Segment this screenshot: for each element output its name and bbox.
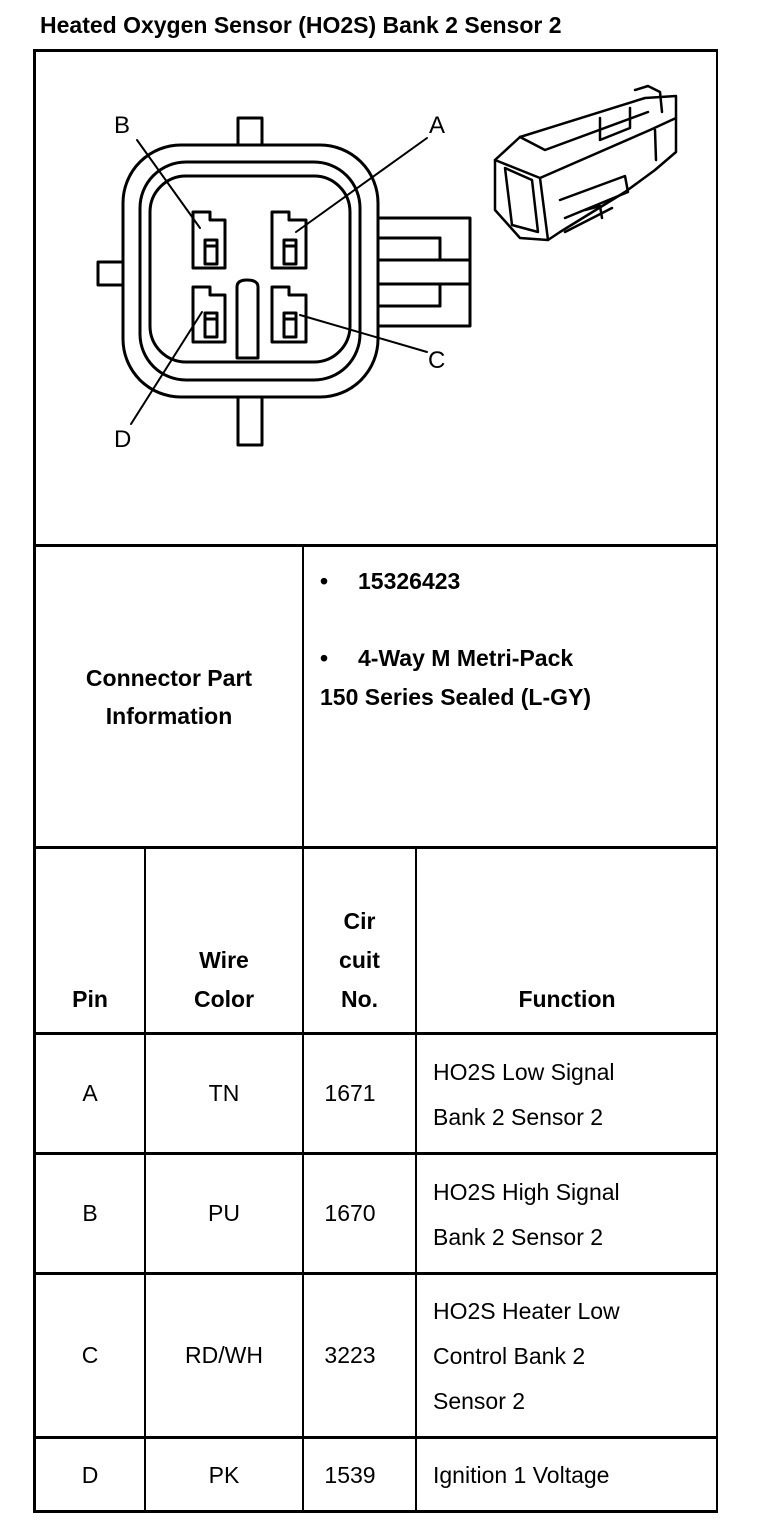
row-b-function bbox=[433, 1170, 620, 1260]
description-item bbox=[320, 639, 591, 717]
pin-label-b: B bbox=[114, 112, 131, 139]
header-circuit-line3: No. bbox=[340, 986, 379, 1012]
page-title: Heated Oxygen Sensor (HO2S) Bank 2 Sensor 2 bbox=[40, 12, 562, 38]
row-a-function-line2: Bank 2 Sensor 2 bbox=[433, 1104, 604, 1130]
row-b-function-line2: Bank 2 Sensor 2 bbox=[433, 1224, 604, 1250]
row-b-pin: B bbox=[82, 1200, 98, 1226]
row-d-function bbox=[433, 1453, 609, 1498]
row-a-wire-color: TN bbox=[208, 1080, 240, 1106]
row-c-wire-color: RD/WH bbox=[185, 1342, 263, 1368]
connector-info-label-line1: Connector Part bbox=[85, 665, 253, 691]
row-a-circuit: 1671 bbox=[324, 1080, 376, 1106]
row-d-wire-color: PK bbox=[208, 1462, 240, 1488]
pin-label-a: A bbox=[429, 112, 446, 139]
divider-diagram bbox=[33, 544, 718, 547]
header-wire-color-line2: Color bbox=[193, 986, 255, 1012]
connector-3d-illustration bbox=[495, 86, 676, 240]
row-c-function bbox=[433, 1289, 620, 1424]
part-number: 15326423 bbox=[358, 568, 461, 594]
description-line1: 4-Way M Metri-Pack bbox=[358, 645, 574, 671]
header-circuit bbox=[304, 902, 415, 1019]
row-c-function-line1: HO2S Heater Low bbox=[433, 1298, 620, 1324]
pin-label-d: D bbox=[114, 426, 132, 453]
bottom-key bbox=[238, 392, 262, 445]
row-b-wire-color: PU bbox=[208, 1200, 240, 1226]
description-line2: 150 Series Sealed (L-GY) bbox=[320, 684, 592, 710]
row-b-circuit: 1670 bbox=[324, 1200, 376, 1226]
header-wire-color bbox=[146, 941, 302, 1019]
row-c-circuit: 3223 bbox=[324, 1342, 376, 1368]
divider-connector-info bbox=[33, 846, 718, 849]
row-b-function-line1: HO2S High Signal bbox=[433, 1179, 620, 1205]
row-a-function-line1: HO2S Low Signal bbox=[433, 1059, 615, 1085]
part-number-item bbox=[320, 562, 460, 601]
row-d-circuit: 1539 bbox=[324, 1462, 376, 1488]
connector-diagram bbox=[36, 52, 716, 544]
row-a-function bbox=[433, 1050, 615, 1140]
header-pin: Pin bbox=[72, 986, 108, 1012]
connector-info-label bbox=[36, 548, 302, 846]
row-c-function-line2: Control Bank 2 bbox=[433, 1343, 586, 1369]
header-function: Function bbox=[518, 986, 616, 1012]
left-key bbox=[98, 262, 125, 285]
row-d-pin: D bbox=[81, 1462, 99, 1488]
header-wire-color-line1: Wire bbox=[199, 947, 249, 973]
column-divider-3 bbox=[415, 848, 417, 1512]
row-a-pin: A bbox=[82, 1080, 98, 1106]
header-circuit-line1: Cir bbox=[343, 908, 376, 934]
bullet-2: • bbox=[320, 645, 329, 671]
header-circuit-line2: cuit bbox=[339, 947, 380, 973]
pin-label-c: C bbox=[428, 347, 446, 374]
row-c-pin: C bbox=[81, 1342, 99, 1368]
bullet-1: • bbox=[320, 568, 329, 594]
connector-info-label-line2: Information bbox=[105, 703, 233, 729]
row-d-function-line1: Ignition 1 Voltage bbox=[433, 1462, 610, 1488]
row-c-function-line3: Sensor 2 bbox=[433, 1388, 526, 1414]
